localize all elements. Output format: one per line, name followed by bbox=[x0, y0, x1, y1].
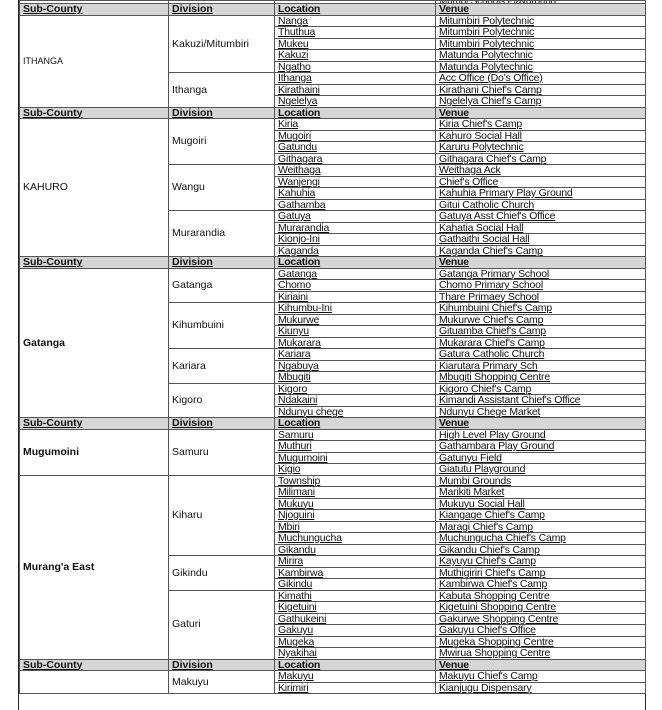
venue-cell: Gikandu Chief's Camp bbox=[436, 544, 646, 556]
header-subcounty: Sub-County bbox=[20, 4, 169, 16]
venue-cell: Kiarutara Primary Sch bbox=[436, 360, 646, 372]
location-cell: Makuyu bbox=[275, 671, 436, 683]
location-cell: Gathukeini bbox=[275, 613, 436, 625]
location-cell: Samuru bbox=[275, 429, 436, 441]
location-cell: Kaganda bbox=[275, 245, 436, 257]
location-cell: Mukeu bbox=[275, 38, 436, 50]
division-cell: Kariara bbox=[169, 349, 275, 384]
venue-cell: Gituamba Chief's Camp bbox=[436, 326, 646, 338]
header-venue: Venue bbox=[436, 257, 646, 269]
division-cell: Makuyu bbox=[169, 671, 275, 694]
subcounty-cell: Gatanga bbox=[20, 268, 169, 418]
venue-cell: Kambirwa Chief's Camp bbox=[436, 579, 646, 591]
location-cell: Mukurwe bbox=[275, 314, 436, 326]
location-cell: Gatuya bbox=[275, 211, 436, 223]
header-division: Division bbox=[169, 107, 275, 119]
venue-cell: Githagara Chief's Camp bbox=[436, 153, 646, 165]
header-division: Division bbox=[169, 257, 275, 269]
venue-cell: Mwirua Shopping Centre bbox=[436, 648, 646, 660]
venue-cell: Kiangage Chief's Camp bbox=[436, 510, 646, 522]
location-cell: Ithanga bbox=[275, 73, 436, 85]
division-cell: Ithanga bbox=[169, 73, 275, 108]
header-venue: Venue bbox=[436, 4, 646, 16]
column-header-row bbox=[20, 418, 646, 430]
venue-cell: Thare Primaey School bbox=[436, 291, 646, 303]
location-cell: Mukuyu bbox=[275, 498, 436, 510]
venue-cell: Gakuyu Chief's Office bbox=[436, 625, 646, 637]
venue-cell: Kigetuini Shopping Centre bbox=[436, 602, 646, 614]
venue-cell: Matunda Polytechnic bbox=[436, 61, 646, 73]
venue-cell: Gatura Catholic Church bbox=[436, 349, 646, 361]
location-cell: Mbugiti bbox=[275, 372, 436, 384]
division-cell: Kakuzi/Mitumbiri bbox=[169, 15, 275, 73]
location-cell: Kiunyu bbox=[275, 326, 436, 338]
venue-cell: Mitumbiri Polytechnic bbox=[436, 27, 646, 39]
table-row bbox=[20, 15, 646, 27]
location-cell: Githagara bbox=[275, 153, 436, 165]
location-cell: Mugumoini bbox=[275, 452, 436, 464]
location-cell: Nyakihai bbox=[275, 648, 436, 660]
venue-cell: Mbugiti Shopping Centre bbox=[436, 372, 646, 384]
location-cell: Gathamba bbox=[275, 199, 436, 211]
header-location: Location bbox=[275, 257, 436, 269]
venue-cell: Kihumbuini Chief's Camp bbox=[436, 303, 646, 315]
column-header-row bbox=[20, 4, 646, 16]
venue-cell: Marikiti Market bbox=[436, 487, 646, 499]
venue-cell: Gatanga Primary School bbox=[436, 268, 646, 280]
location-cell: Ngabuya bbox=[275, 360, 436, 372]
venue-cell: Karuru Polytechnic bbox=[436, 142, 646, 154]
header-subcounty: Sub-County bbox=[20, 418, 169, 430]
subcounty-cell: KAHURO bbox=[20, 119, 169, 257]
venue-cell: Gatunyu Field bbox=[436, 452, 646, 464]
header-venue: Venue bbox=[436, 107, 646, 119]
division-cell: Gaturi bbox=[169, 590, 275, 659]
venue-cell: Kianjugu Dispensary bbox=[436, 682, 646, 694]
venue-cell: Giatutu Playground bbox=[436, 464, 646, 476]
location-cell: Wanjengi bbox=[275, 176, 436, 188]
column-header-row bbox=[20, 257, 646, 269]
venue-cell: Kahuhia Primary Play Ground bbox=[436, 188, 646, 200]
location-cell: Kimathi bbox=[275, 590, 436, 602]
location-cell: Muchungucha bbox=[275, 533, 436, 545]
subcounty-cell: ITHANGA bbox=[20, 15, 169, 107]
location-cell: Kigetuini bbox=[275, 602, 436, 614]
table-row bbox=[20, 119, 646, 131]
venue-cell: Kayuyu Chief's Camp bbox=[436, 556, 646, 568]
location-cell: Mukarara bbox=[275, 337, 436, 349]
location-cell: Chomo bbox=[275, 280, 436, 292]
venue-cell: Gatuya Asst Chief's Office bbox=[436, 211, 646, 223]
location-cell: Kariara bbox=[275, 349, 436, 361]
column-header-row bbox=[20, 659, 646, 671]
venue-table bbox=[19, 0, 646, 694]
location-cell: Gakuyu bbox=[275, 625, 436, 637]
subcounty-cell: Murang'a East bbox=[20, 475, 169, 659]
subcounty-cell bbox=[20, 671, 169, 694]
location-cell: Mirira bbox=[275, 556, 436, 568]
column-header-row bbox=[20, 107, 646, 119]
location-cell: Kahuhia bbox=[275, 188, 436, 200]
venue-cell: High Level Play Ground bbox=[436, 429, 646, 441]
location-cell: Kiriaini bbox=[275, 291, 436, 303]
header-division: Division bbox=[169, 4, 275, 16]
location-cell: Mugeka bbox=[275, 636, 436, 648]
location-cell: Muthuri bbox=[275, 441, 436, 453]
venue-cell: Acc Office (Do's Office) bbox=[436, 73, 646, 85]
location-cell: Kigoro bbox=[275, 383, 436, 395]
venue-cell: Mitumbiri Polytechnic bbox=[436, 38, 646, 50]
header-subcounty: Sub-County bbox=[20, 257, 169, 269]
venue-cell: Kaganda Chief's Camp bbox=[436, 245, 646, 257]
header-location: Location bbox=[275, 418, 436, 430]
venue-cell: Muthigiriri Chief's Camp bbox=[436, 567, 646, 579]
venue-cell: Chief's Office bbox=[436, 176, 646, 188]
header-venue: Venue bbox=[436, 659, 646, 671]
venue-cell: Maragi Chief's Camp bbox=[436, 521, 646, 533]
venue-cell: Mukarara Chief's Camp bbox=[436, 337, 646, 349]
venue-cell: Kiria Chief's Camp bbox=[436, 119, 646, 131]
location-cell: Kiria bbox=[275, 119, 436, 131]
header-subcounty: Sub-County bbox=[20, 659, 169, 671]
table-row bbox=[20, 475, 646, 487]
division-cell: Kiharu bbox=[169, 475, 275, 556]
location-cell: Kigio bbox=[275, 464, 436, 476]
location-cell: Murarandia bbox=[275, 222, 436, 234]
division-cell: Gatanga bbox=[169, 268, 275, 303]
subcounty-cell: Mugumoini bbox=[20, 429, 169, 475]
location-cell: Ndakaini bbox=[275, 395, 436, 407]
division-cell: Kigoro bbox=[169, 383, 275, 418]
header-location: Location bbox=[275, 4, 436, 16]
location-cell: Ngatho bbox=[275, 61, 436, 73]
venue-cell: Mitumbiri Polytechnic bbox=[436, 15, 646, 27]
venue-cell: Kimandi Assistant Chief's Office bbox=[436, 395, 646, 407]
division-cell: Mugoiri bbox=[169, 119, 275, 165]
venue-cell: Kahuro Social Hall bbox=[436, 130, 646, 142]
location-cell: Thuthua bbox=[275, 27, 436, 39]
header-subcounty: Sub-County bbox=[20, 107, 169, 119]
table-row bbox=[20, 671, 646, 683]
division-cell: Murarandia bbox=[169, 211, 275, 257]
venue-cell: Chomo Primary School bbox=[436, 280, 646, 292]
table-row bbox=[20, 429, 646, 441]
location-cell: Mugoiri bbox=[275, 130, 436, 142]
header-venue: Venue bbox=[436, 418, 646, 430]
location-cell: Milimani bbox=[275, 487, 436, 499]
venue-cell: Kabuta Shopping Centre bbox=[436, 590, 646, 602]
venue-cell: Kirathani Chief's Camp bbox=[436, 84, 646, 96]
venue-cell: Ngelelya Chief's Camp bbox=[436, 96, 646, 108]
location-cell: Weithaga bbox=[275, 165, 436, 177]
division-cell: Wangu bbox=[169, 165, 275, 211]
header-division: Division bbox=[169, 659, 275, 671]
venue-cell: Matunda Polytechnic bbox=[436, 50, 646, 62]
location-cell: Township bbox=[275, 475, 436, 487]
venue-cell: Gitui Catholic Church bbox=[436, 199, 646, 211]
division-cell: Samuru bbox=[169, 429, 275, 475]
venue-cell: Mukuyu Social Hall bbox=[436, 498, 646, 510]
location-cell: Kakuzi bbox=[275, 50, 436, 62]
location-cell: Gikindu bbox=[275, 579, 436, 591]
location-cell: Kambirwa bbox=[275, 567, 436, 579]
location-cell: Gatundu bbox=[275, 142, 436, 154]
table-row bbox=[20, 268, 646, 280]
location-cell: Nanga bbox=[275, 15, 436, 27]
venue-cell: Kigoro Chief's Camp bbox=[436, 383, 646, 395]
location-cell: Kionjo-Ini bbox=[275, 234, 436, 246]
header-location: Location bbox=[275, 659, 436, 671]
header-division: Division bbox=[169, 418, 275, 430]
location-cell: Gatanga bbox=[275, 268, 436, 280]
venue-cell: Makuyu Chief's Camp bbox=[436, 671, 646, 683]
location-cell: Ngelelya bbox=[275, 96, 436, 108]
division-cell: Kihumbuini bbox=[169, 303, 275, 349]
venue-cell: Mugeka Shopping Centre bbox=[436, 636, 646, 648]
document-page bbox=[18, 0, 646, 710]
location-cell: Mbiri bbox=[275, 521, 436, 533]
venue-cell: Muchungucha Chief's Camp bbox=[436, 533, 646, 545]
venue-cell: Kahatia Social Hall bbox=[436, 222, 646, 234]
venue-cell: Mumbi Grounds bbox=[436, 475, 646, 487]
venue-cell: Ndunyu Chege Market bbox=[436, 406, 646, 418]
division-cell: Gikindu bbox=[169, 556, 275, 591]
venue-cell: Gathaithi Social Hall bbox=[436, 234, 646, 246]
location-cell: Kihumbu-Ini bbox=[275, 303, 436, 315]
venue-cell: Weithaga Ack bbox=[436, 165, 646, 177]
location-cell: Ndunyu chege bbox=[275, 406, 436, 418]
location-cell: Gikandu bbox=[275, 544, 436, 556]
header-location: Location bbox=[275, 107, 436, 119]
venue-cell: Gakurwe Shopping Centre bbox=[436, 613, 646, 625]
venue-cell: Mukurwe Chief's Camp bbox=[436, 314, 646, 326]
venue-cell: Gathambara Play Ground bbox=[436, 441, 646, 453]
location-cell: Kirimiri bbox=[275, 682, 436, 694]
location-cell: Njoguini bbox=[275, 510, 436, 522]
location-cell: Kirathaini bbox=[275, 84, 436, 96]
